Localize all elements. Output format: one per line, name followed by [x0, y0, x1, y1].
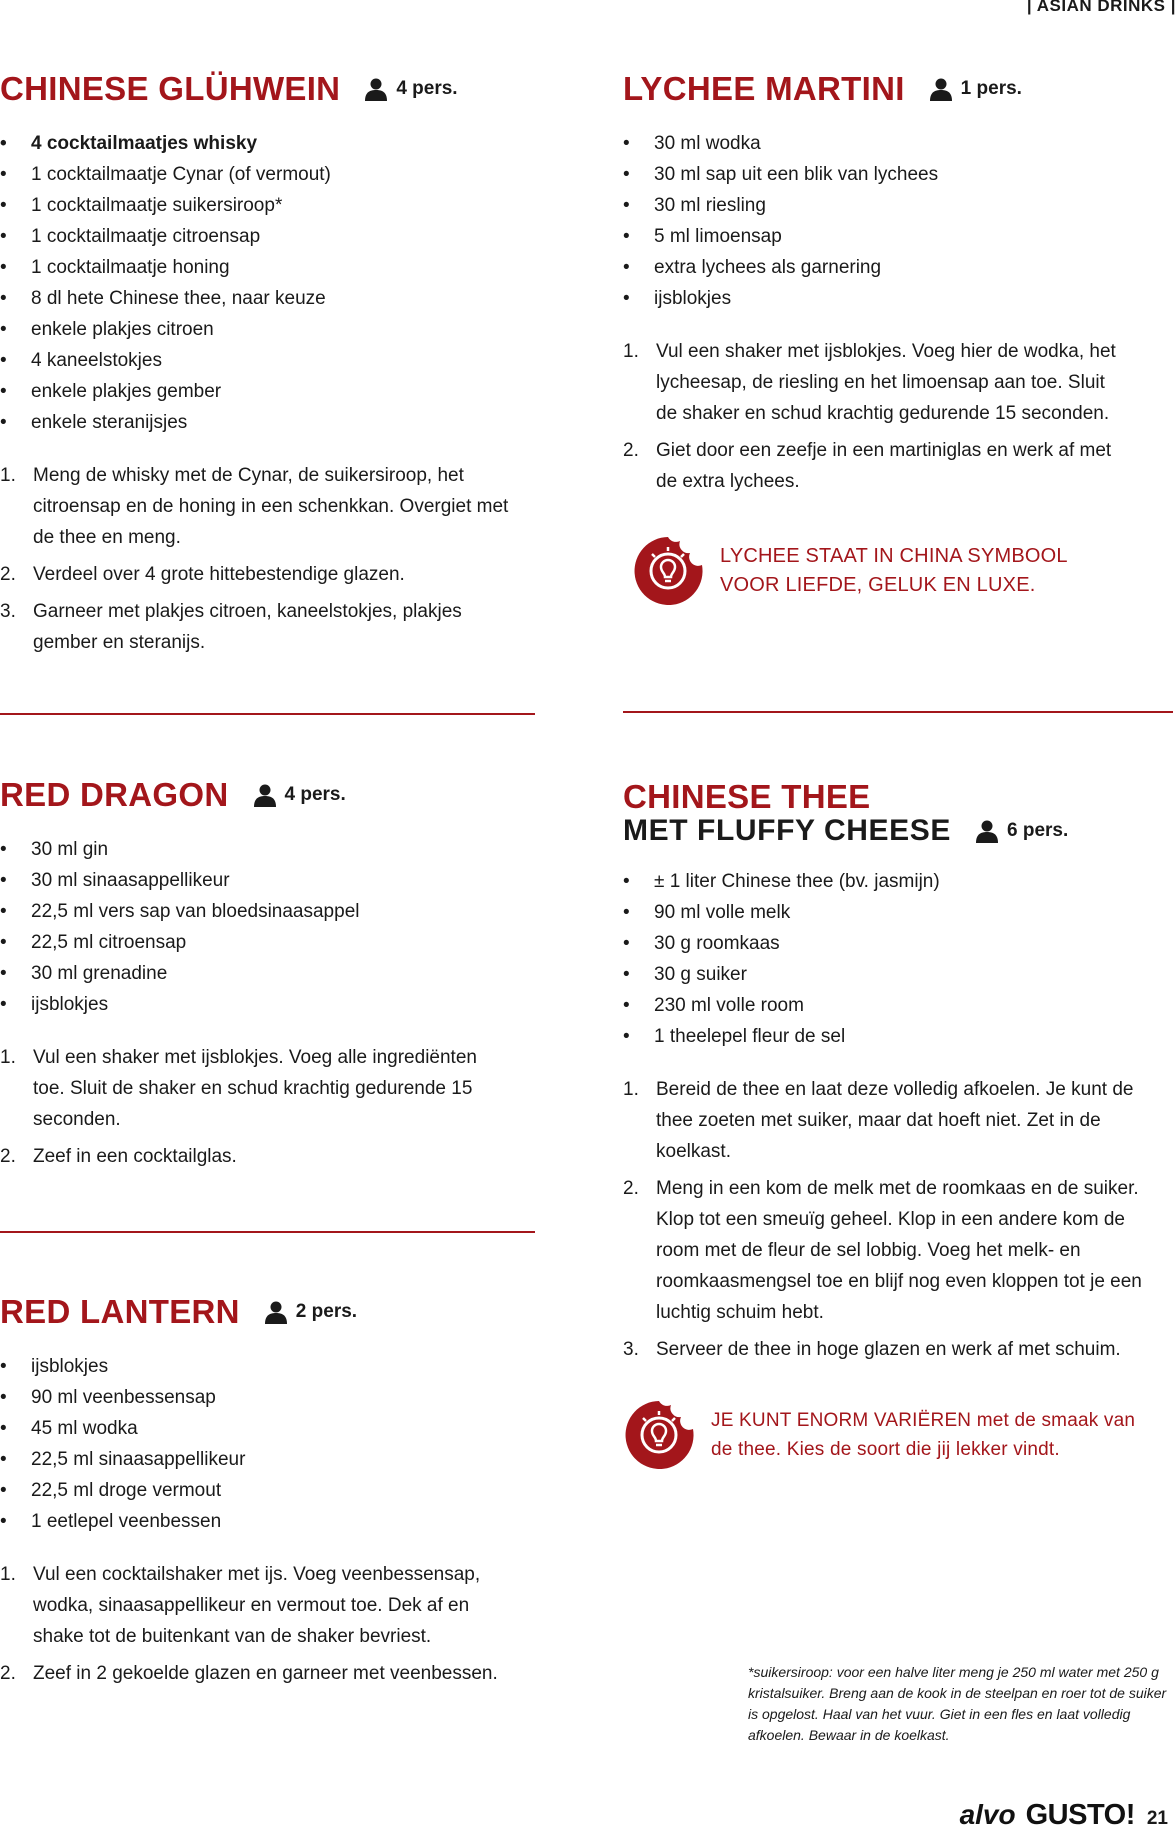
ingredient-item: • 1 eetlepel veenbessen	[0, 1506, 540, 1537]
ingredient-item: • 1 theelepel fleur de sel	[623, 1021, 1176, 1052]
recipe-header	[623, 814, 1176, 848]
step-text: Garneer met plakjes citroen, kaneelstokjes, plakjes gember en steranijs.	[33, 601, 462, 653]
recipe-header	[623, 70, 1176, 108]
step-item	[623, 435, 1123, 497]
recipe-lychee-martini	[623, 70, 1176, 607]
ingredient-list	[0, 1351, 540, 1537]
step-item	[0, 1559, 520, 1652]
step-list	[0, 1042, 510, 1172]
person-icon	[975, 819, 999, 843]
ingredient-item: • 22,5 ml droge vermout	[0, 1475, 540, 1506]
ingredient-item: • 1 cocktailmaatje suikersiroop*	[0, 190, 540, 221]
tip-text	[711, 1406, 1141, 1464]
ingredient-item: • 30 ml wodka	[623, 128, 1176, 159]
step-item	[623, 1074, 1163, 1167]
section-divider	[0, 713, 535, 715]
recipe-title: CHINESE THEE	[623, 778, 871, 815]
ingredient-item: • 1 cocktailmaatje honing	[0, 252, 540, 283]
ingredient-item: • 90 ml veenbessensap	[0, 1382, 540, 1413]
step-item	[0, 460, 510, 553]
ingredient-item: • 30 ml grenadine	[0, 958, 540, 989]
person-icon	[929, 77, 953, 101]
ingredient-item: • ijsblokjes	[0, 1351, 540, 1382]
ingredient-item: • 30 ml riesling	[623, 190, 1176, 221]
serving-info	[264, 1300, 357, 1324]
recipe-title: LYCHEE MARTINI	[623, 70, 905, 107]
recipe-chinese-thee	[623, 778, 1176, 1471]
step-item	[623, 1173, 1163, 1328]
ingredient-item: • 45 ml wodka	[0, 1413, 540, 1444]
ingredient-item: • 230 ml volle room	[623, 990, 1176, 1021]
step-text: Giet door een zeefje in een martiniglas en werk af met de extra lychees.	[656, 440, 1112, 492]
step-text: Bereid de thee en laat deze volledig afkoelen. Je kunt de thee zoeten met suiker, maar dat hoeft niet. Zet in de koelkast.	[656, 1079, 1134, 1162]
section-divider	[0, 1231, 535, 1233]
brand-logo-alvo: alvo	[959, 1799, 1016, 1830]
lightbulb-icon	[632, 535, 704, 607]
ingredient-item: • ± 1 liter Chinese thee (bv. jasmijn)	[623, 866, 1176, 897]
ingredient-item: • ijsblokjes	[0, 989, 540, 1020]
serving-info	[364, 77, 457, 101]
serving-count: 1 pers.	[960, 78, 1022, 99]
step-item	[0, 1658, 520, 1689]
ingredient-list	[0, 834, 540, 1020]
serving-count: 6 pers.	[1007, 820, 1069, 841]
ingredient-item: • 8 dl hete Chinese thee, naar keuze	[0, 283, 540, 314]
ingredient-item: • 1 cocktailmaatje citroensap	[0, 221, 540, 252]
step-list	[623, 1074, 1163, 1365]
tip-rest: met de smaak van de thee. Kies de soort die jij lekker vindt.	[711, 1410, 1136, 1460]
ingredient-item: • 30 g suiker	[623, 959, 1176, 990]
page-footer	[960, 1799, 1168, 1832]
section-divider	[623, 711, 1173, 713]
ingredient-item: • 4 cocktailmaatjes whisky	[0, 128, 540, 159]
ingredient-item: • extra lychees als garnering	[623, 252, 1176, 283]
ingredient-item: • 22,5 ml citroensap	[0, 927, 540, 958]
step-list	[0, 1559, 520, 1689]
step-number: 1.	[623, 1079, 639, 1100]
ingredient-list	[623, 866, 1176, 1052]
recipe-header	[0, 70, 540, 108]
step-item	[0, 596, 510, 658]
step-item	[0, 559, 510, 590]
serving-info	[253, 783, 346, 807]
step-number: 3.	[623, 1339, 639, 1360]
step-number: 3.	[0, 601, 16, 622]
section-label: | ASIAN DRINKS |	[1026, 0, 1176, 15]
step-text: Serveer de thee in hoge glazen en werk af met schuim.	[656, 1339, 1121, 1360]
step-number: 1.	[623, 341, 639, 362]
step-number: 2.	[0, 1146, 16, 1167]
ingredient-item: • 30 ml sap uit een blik van lychees	[623, 159, 1176, 190]
serving-info	[929, 77, 1022, 101]
recipe-red-dragon	[0, 776, 540, 1178]
step-text: Verdeel over 4 grote hittebestendige glazen.	[33, 564, 405, 585]
lightbulb-icon	[623, 1399, 695, 1471]
person-icon	[364, 77, 388, 101]
ingredient-item: • 30 ml sinaasappellikeur	[0, 865, 540, 896]
step-item	[623, 1334, 1163, 1365]
recipe-title: RED DRAGON	[0, 776, 229, 813]
step-text: Vul een shaker met ijsblokjes. Voeg hier de wodka, het lycheesap, de riesling en het limoensap aan toe. Sluit de shaker en schud krachtig gedurende 15 seconden.	[656, 341, 1116, 424]
ingredient-item: • enkele plakjes citroen	[0, 314, 540, 345]
ingredient-item: • 22,5 ml vers sap van bloedsinaasappel	[0, 896, 540, 927]
brand-logo-gusto: GUSTO!	[1025, 1799, 1135, 1831]
step-list	[623, 336, 1123, 497]
recipe-header	[0, 776, 540, 814]
serving-count: 4 pers.	[396, 78, 458, 99]
ingredient-item: • enkele steranijsjes	[0, 407, 540, 438]
ingredient-item: • 30 ml gin	[0, 834, 540, 865]
recipe-chinese-gluhwein	[0, 70, 540, 664]
recipe-title: RED LANTERN	[0, 1293, 240, 1330]
person-icon	[264, 1300, 288, 1324]
ingredient-list	[0, 128, 540, 438]
ingredient-item: • 5 ml limoensap	[623, 221, 1176, 252]
tip-box	[623, 1399, 1176, 1471]
recipe-subtitle: MET FLUFFY CHEESE	[623, 814, 951, 847]
step-number: 1.	[0, 1564, 16, 1585]
step-number: 2.	[623, 440, 639, 461]
step-number: 2.	[623, 1178, 639, 1199]
tip-text: LYCHEE STAAT IN CHINA SYMBOOL VOOR LIEFDE, GELUK EN LUXE.	[720, 545, 1067, 596]
step-number: 2.	[0, 564, 16, 585]
step-text: Meng in een kom de melk met de roomkaas en de suiker. Klop tot een smeuïg geheel. Klop in een andere kom de room met de fleur de sel lobbig. Voeg het melk- en roomkaasmengsel toe en blijf nog even kloppen tot je een luchtig schuim hebt.	[656, 1178, 1142, 1323]
step-item	[0, 1042, 510, 1135]
ingredient-item: • 30 g roomkaas	[623, 928, 1176, 959]
serving-count: 4 pers.	[284, 784, 346, 805]
ingredient-list	[623, 128, 1176, 314]
serving-count: 2 pers.	[295, 1301, 358, 1322]
step-item	[0, 1141, 510, 1172]
serving-info	[975, 819, 1068, 843]
step-text: Zeef in 2 gekoelde glazen en garneer met veenbessen.	[33, 1663, 498, 1684]
step-number: 1.	[0, 465, 16, 486]
step-item	[623, 336, 1123, 429]
ingredient-item: • 1 cocktailmaatje Cynar (of vermout)	[0, 159, 540, 190]
step-number: 2.	[0, 1663, 16, 1684]
step-list	[0, 460, 510, 658]
ingredient-item: • 4 kaneelstokjes	[0, 345, 540, 376]
ingredient-item: • 90 ml volle melk	[623, 897, 1176, 928]
footnote: *suikersiroop: voor een halve liter meng je 250 ml water met 250 g kristalsuiker. Breng aan de kook in de steelpan en roer tot de suiker is opgelost. Haal van het vuur. Giet in een fles en laat volledig afkoelen. Bewaar in de koelkast.	[748, 1664, 1167, 1743]
ingredient-item: • enkele plakjes gember	[0, 376, 540, 407]
recipe-header	[0, 1293, 540, 1331]
step-text: Meng de whisky met de Cynar, de suikersiroop, het citroensap en de honing in een schenkkan. Overgiet met de thee en meng.	[33, 465, 509, 548]
tip-lead: JE KUNT ENORM VARIËREN	[711, 1410, 972, 1431]
ingredient-item: • 22,5 ml sinaasappellikeur	[0, 1444, 540, 1475]
recipe-red-lantern	[0, 1293, 540, 1695]
tip-box	[632, 535, 1176, 607]
step-number: 1.	[0, 1047, 16, 1068]
step-text: Vul een shaker met ijsblokjes. Voeg alle ingrediënten toe. Sluit de shaker en schud krachtig gedurende 15 seconden.	[33, 1047, 477, 1130]
step-text: Vul een cocktailshaker met ijs. Voeg veenbessensap, wodka, sinaasappellikeur en vermout toe. Dek af en shake tot de buitenkant van de shaker bevriest.	[33, 1564, 481, 1647]
recipe-title: CHINESE GLÜHWEIN	[0, 70, 341, 107]
ingredient-item: • ijsblokjes	[623, 283, 1176, 314]
page-number: 21	[1146, 1808, 1168, 1829]
step-text: Zeef in een cocktailglas.	[33, 1146, 237, 1167]
person-icon	[253, 783, 277, 807]
